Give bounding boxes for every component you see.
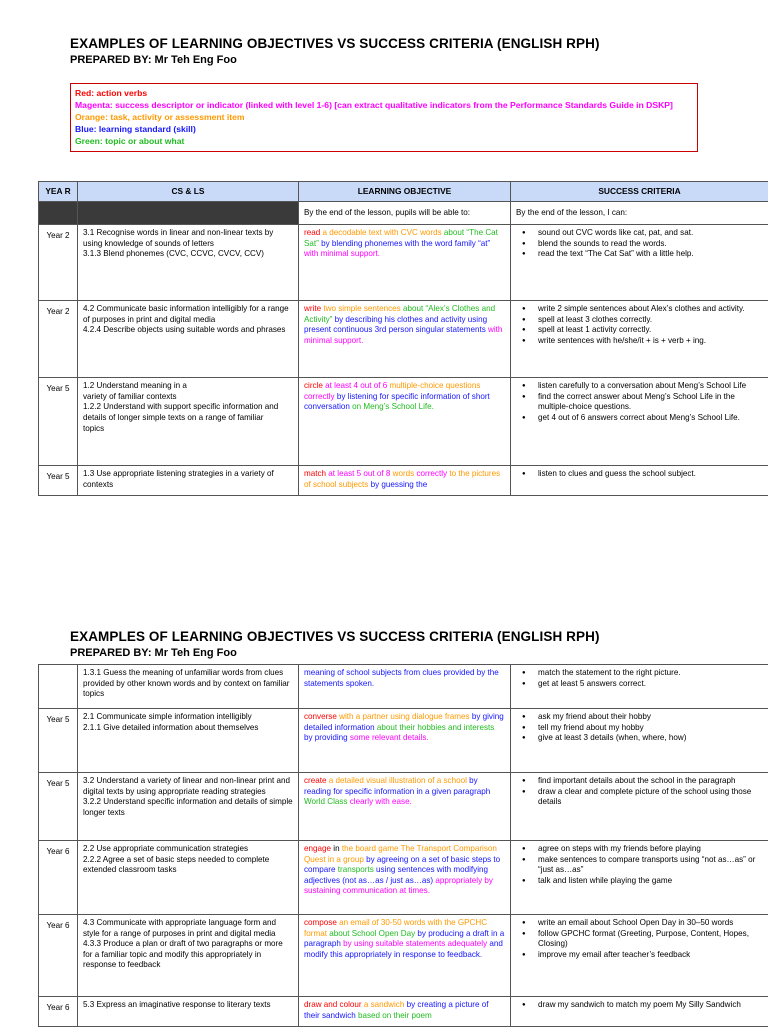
objective-segment: read [304, 228, 322, 237]
prepared-by: PREPARED BY: Mr Teh Eng Foo [70, 647, 237, 659]
success-criteria-cell [511, 709, 768, 773]
objective-segment: create [304, 776, 329, 785]
year-cell: Year 5 [39, 466, 78, 496]
criteria-list [516, 469, 763, 480]
subheader-blank-year [39, 201, 78, 225]
criteria-item: ● draw my sandwich to match my poem My Silly Sandwich [516, 1000, 763, 1011]
criteria-list [516, 304, 763, 346]
cs-ls-cell [78, 466, 299, 496]
objective-segment: transports [338, 865, 376, 874]
cs-ls-line: 4.3 Communicate with appropriate language form and style for a range of purposes in print and digital media [83, 918, 293, 939]
objective-segment: converse [304, 712, 339, 721]
objective-segment: the board game The Transport Comparison Quest in a group [304, 844, 497, 864]
criteria-item: ● spell at least 3 clothes correctly. [516, 315, 763, 326]
cs-ls-line: 5.3 Express an imaginative response to literary texts [83, 1000, 293, 1011]
cs-ls-line: 1.3.1 Guess the meaning of unfamiliar words from clues provided by other known words and by context on familiar topics [83, 668, 293, 700]
success-criteria-cell [511, 466, 768, 496]
objective-segment: appropriately by sustaining communication at times. [304, 876, 493, 896]
objective-segment: in [333, 844, 342, 853]
criteria-item: ● read the text “The Cat Sat” with a little help. [516, 249, 763, 260]
objective-segment: World Class [304, 797, 350, 806]
criteria-item: ● listen carefully to a conversation about Meng’s School Life [516, 381, 763, 392]
objective-segment: words [393, 469, 417, 478]
criteria-list [516, 918, 763, 960]
year-cell: Year 6 [39, 997, 78, 1027]
objective-segment: two simple sentences [323, 304, 403, 313]
table-row [39, 841, 768, 915]
legend-orange: Orange: task, activity or assessment item [75, 111, 693, 123]
objective-segment: a decodable text with CVC words [322, 228, 443, 237]
cs-ls-cell [78, 665, 299, 709]
criteria-item: ● blend the sounds to read the words. [516, 239, 763, 250]
header-cs-ls: CS & LS [78, 182, 299, 202]
objective-segment: engage [304, 844, 333, 853]
table-row [39, 997, 768, 1027]
table-row [39, 466, 768, 496]
learning-objective-cell [299, 466, 511, 496]
criteria-item: ● get 4 out of 6 answers correct about Meng’s School Life. [516, 413, 763, 424]
learning-objective-cell [299, 773, 511, 841]
year-cell: Year 2 [39, 225, 78, 301]
legend-red: Red: action verbs [75, 87, 693, 99]
learning-objective-cell [299, 225, 511, 301]
success-criteria-cell [511, 773, 768, 841]
criteria-list [516, 668, 763, 689]
cs-ls-line: 4.2.4 Describe objects using suitable words and phrases [83, 325, 293, 336]
criteria-item: ● listen to clues and guess the school subject. [516, 469, 763, 480]
objective-segment: clearly with ease. [350, 797, 412, 806]
legend-green: Green: topic or about what [75, 135, 693, 147]
cs-ls-line: 4.3.3 Produce a plan or draft of two paragraphs or more for a familiar topic and modify this appropriately in response to feedback [83, 939, 293, 971]
criteria-item: ● write 2 simple sentences about Alex’s clothes and activity. [516, 304, 763, 315]
cs-ls-line: 3.1.3 Blend phonemes (CVC, CCVC, CVCV, CCV) [83, 249, 293, 260]
cs-ls-line: 2.2 Use appropriate communication strategies [83, 844, 293, 855]
criteria-item: ● improve my email after teacher’s feedback [516, 950, 763, 961]
prepared-by: PREPARED BY: Mr Teh Eng Foo [70, 54, 237, 66]
cs-ls-line: 1.3 Use appropriate listening strategies in a variety of contexts [83, 469, 293, 490]
objective-segment: some relevant details. [350, 733, 429, 742]
objective-segment: with minimal support. [304, 249, 380, 258]
objective-segment: an email of 30-50 words with the GPCHC format [304, 918, 487, 938]
objective-segment: write [304, 304, 323, 313]
criteria-item: ● match the statement to the right picture. [516, 668, 763, 679]
header-success-criteria: SUCCESS CRITERIA [511, 182, 768, 202]
objective-segment: by using suitable statements adequately [343, 939, 489, 948]
objective-segment: a detailed visual illustration of a school [329, 776, 469, 785]
criteria-list [516, 381, 763, 423]
success-criteria-cell [511, 841, 768, 915]
cs-ls-line: 2.1 Communicate simple information intelligibly [83, 712, 293, 723]
learning-objective-cell [299, 841, 511, 915]
objective-segment: about “The Cat Sat” [304, 228, 498, 248]
criteria-list [516, 844, 763, 886]
criteria-item: ● find the correct answer about Meng’s School Life in the multiple-choice questions. [516, 392, 763, 413]
page-title: EXAMPLES OF LEARNING OBJECTIVES VS SUCCESS CRITERIA (ENGLISH RPH) [70, 36, 600, 51]
criteria-item: ● write an email about School Open Day in 30–50 words [516, 918, 763, 929]
objective-segment: by giving detailed information [304, 712, 504, 732]
criteria-item: ● write sentences with he/she/it + is + verb + ing. [516, 336, 763, 347]
cs-ls-line: topics [83, 424, 293, 435]
header-year: YEA R [39, 182, 78, 202]
cs-ls-line: 2.1.1 Give detailed information about themselves [83, 723, 293, 734]
cs-ls-cell [78, 997, 299, 1027]
learning-objective-cell [299, 709, 511, 773]
cs-ls-cell [78, 841, 299, 915]
page-title: EXAMPLES OF LEARNING OBJECTIVES VS SUCCESS CRITERIA (ENGLISH RPH) [70, 629, 600, 644]
year-cell: Year 5 [39, 773, 78, 841]
objective-segment: at least 5 out of 8 [328, 469, 392, 478]
objective-segment: based on their poem [358, 1011, 432, 1020]
objective-segment: to the pictures of school subjects [304, 469, 500, 489]
criteria-item: ● tell my friend about my hobby [516, 723, 763, 734]
success-criteria-cell [511, 301, 768, 378]
cs-ls-line: details of longer simple texts on a range of familiar [83, 413, 293, 424]
objective-segment: and modify this appropriately in response to feedback. [304, 939, 503, 959]
success-criteria-cell [511, 225, 768, 301]
objective-segment: meaning of school subjects from clues provided by the statements spoken. [304, 668, 499, 688]
year-cell: Year 5 [39, 378, 78, 466]
cs-ls-cell [78, 301, 299, 378]
criteria-item: ● spell at least 1 activity correctly. [516, 325, 763, 336]
cs-ls-line: 4.2 Communicate basic information intelligibly for a range of purposes in print and digital media [83, 304, 293, 325]
table-row [39, 378, 768, 466]
criteria-item: ● agree on steps with my friends before playing [516, 844, 763, 855]
objective-segment: correctly [416, 469, 449, 478]
cs-ls-line: 1.2.2 Understand with support specific information and [83, 402, 293, 413]
objectives-table-1 [38, 181, 768, 496]
legend-blue: Blue: learning standard (skill) [75, 123, 693, 135]
learning-objective-cell [299, 301, 511, 378]
criteria-item: ● ask my friend about their hobby [516, 712, 763, 723]
table-row [39, 709, 768, 773]
cs-ls-cell [78, 709, 299, 773]
objective-segment: by producing a draft in a paragraph [304, 929, 504, 949]
objective-segment: by reading for specific information in a given paragraph [304, 776, 490, 796]
objective-segment: multiple-choice questions [389, 381, 480, 390]
table-row [39, 301, 768, 378]
success-criteria-cell [511, 665, 768, 709]
objectives-table-2 [38, 664, 768, 1027]
legend-magenta: Magenta: success descriptor or indicator (linked with level 1-6) [can extract qualitative indicators from the Performance Standards Guide in DSKP] [75, 99, 693, 111]
year-cell: Year 5 [39, 709, 78, 773]
success-criteria-cell [511, 915, 768, 997]
table-row [39, 665, 768, 709]
cs-ls-line: variety of familiar contexts [83, 392, 293, 403]
objective-segment: a sandwich [364, 1000, 407, 1009]
learning-objective-cell [299, 915, 511, 997]
year-cell [39, 665, 78, 709]
learning-objective-cell [299, 997, 511, 1027]
objective-segment: with minimal support. [304, 325, 502, 345]
year-cell: Year 6 [39, 915, 78, 997]
criteria-item: ● make sentences to compare transports using “not as…as” or “just as…as” [516, 855, 763, 876]
objective-segment: by providing [304, 733, 350, 742]
objective-segment: about “Alex’s Clothes and Activity” [304, 304, 495, 324]
success-criteria-cell [511, 997, 768, 1027]
criteria-list [516, 1000, 763, 1011]
cs-ls-line: 2.2.2 Agree a set of basic steps needed to complete extended classroom tasks [83, 855, 293, 876]
cs-ls-line: 3.2 Understand a variety of linear and non-linear print and digital texts by using appropriate reading strategies [83, 776, 293, 797]
criteria-item: ● give at least 3 details (when, where, how) [516, 733, 763, 744]
objective-segment: compose [304, 918, 339, 927]
objective-segment: circle [304, 381, 325, 390]
year-cell: Year 6 [39, 841, 78, 915]
cs-ls-cell [78, 915, 299, 997]
objective-segment: at least 4 out of 6 [325, 381, 389, 390]
objective-segment: on Meng’s School Life. [352, 402, 434, 411]
subheader-criteria: By the end of the lesson, I can: [511, 201, 768, 225]
objective-segment: by listening for specific information of short conversation [304, 392, 490, 412]
header-learning-objective: LEARNING OBJECTIVE [299, 182, 511, 202]
objective-segment: by agreeing on a set of basic steps to compare [304, 855, 500, 875]
success-criteria-cell [511, 378, 768, 466]
cs-ls-cell [78, 225, 299, 301]
objective-segment: by describing his clothes and activity using present continuous 3rd person singular statements [304, 315, 488, 335]
criteria-item: ● get at least 5 answers correct. [516, 679, 763, 690]
criteria-list [516, 776, 763, 808]
objective-segment: match [304, 469, 328, 478]
subheader-objective: By the end of the lesson, pupils will be able to: [299, 201, 511, 225]
objective-segment: using sentences with modifying adjectives (not as…as / just as…as) [304, 865, 488, 885]
cs-ls-cell [78, 378, 299, 466]
objective-segment: by creating a picture of their sandwich [304, 1000, 488, 1020]
cs-ls-line: 3.2.2 Understand specific information and details of simple longer texts [83, 797, 293, 818]
cs-ls-line: 3.1 Recognise words in linear and non-linear texts by using knowledge of sounds of letters [83, 228, 293, 249]
objective-segment: by blending phonemes with the word family “at” [321, 239, 490, 248]
criteria-item: ● sound out CVC words like cat, pat, and sat. [516, 228, 763, 239]
criteria-list [516, 712, 763, 744]
learning-objective-cell [299, 665, 511, 709]
cs-ls-line: 1.2 Understand meaning in a [83, 381, 293, 392]
cs-ls-cell [78, 773, 299, 841]
criteria-item: ● find important details about the school in the paragraph [516, 776, 763, 787]
table-row [39, 915, 768, 997]
objective-segment: about their hobbies and interests [377, 723, 494, 732]
criteria-list [516, 228, 763, 260]
color-legend [70, 83, 698, 152]
objective-segment: about School Open Day [329, 929, 417, 938]
table-row [39, 225, 768, 301]
objective-segment: by guessing the [371, 480, 428, 489]
criteria-item: ● talk and listen while playing the game [516, 876, 763, 887]
learning-objective-cell [299, 378, 511, 466]
objective-segment: correctly [304, 392, 337, 401]
year-cell: Year 2 [39, 301, 78, 378]
criteria-item: ● follow GPCHC format (Greeting, Purpose, Content, Hopes, Closing) [516, 929, 763, 950]
subheader-blank-csls [78, 201, 299, 225]
criteria-item: ● draw a clear and complete picture of the school using those details [516, 787, 763, 808]
objective-segment: with a partner using dialogue frames [339, 712, 472, 721]
table-row [39, 773, 768, 841]
objective-segment: draw and colour [304, 1000, 364, 1009]
